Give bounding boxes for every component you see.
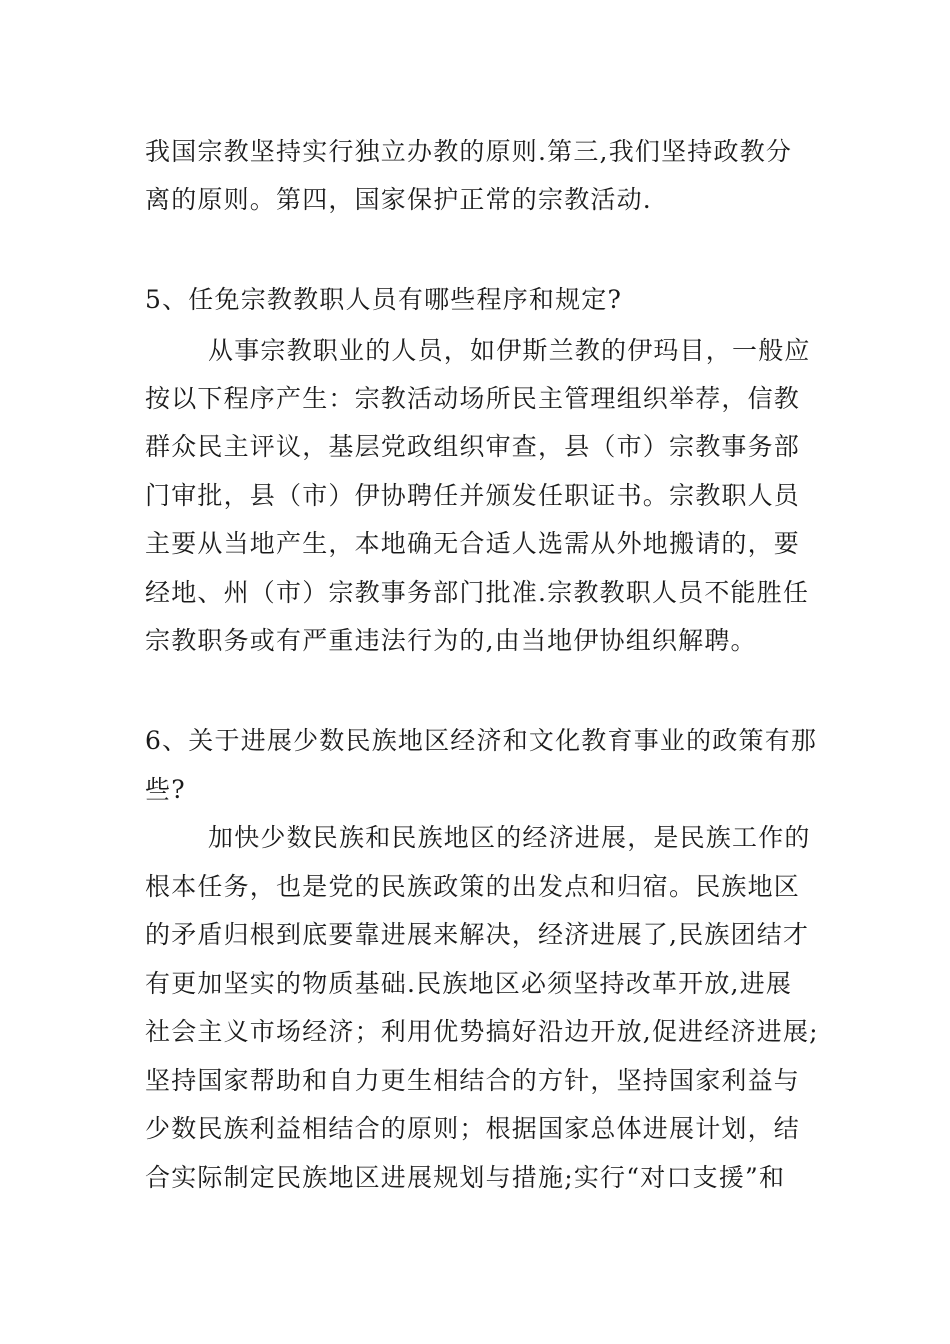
text-line: 少数民族利益相结合的原则；根据国家总体进展计划，结 — [145, 1114, 801, 1143]
text-line: 根本任务，也是党的民族政策的出发点和归宿。民族地区 — [145, 872, 801, 901]
text-line: 我国宗教坚持实行独立办教的原则.第三,我们坚持政教分 — [145, 137, 793, 166]
text-line: 的矛盾归根到底要靠进展来解决，经济进展了,民族团结才 — [145, 920, 810, 949]
paragraph-first-line: 从事宗教职业的人员，如伊斯兰教的伊玛目，一般应 — [208, 336, 811, 365]
text-line: 离的原则。第四，国家保护正常的宗教活动. — [145, 185, 652, 214]
text-line: 有更加坚实的物质基础.民族地区必须坚持改革开放,进展 — [145, 969, 793, 998]
text-line: 门审批，县（市）伊协聘任并颁发任职证书。宗教职人员 — [145, 481, 801, 510]
text-line: 坚持国家帮助和自力更生相结合的方针，坚持国家利益与 — [145, 1066, 801, 1095]
question-heading-continued: 些? — [145, 775, 186, 804]
text-line: 经地、州（市）宗教事务部门批准.宗教教职人员不能胜任 — [145, 578, 810, 607]
text-line: 群众民主评议，基层党政组织审查，县（市）宗教事务部 — [145, 432, 801, 461]
text-line: 宗教职务或有严重违法行为的,由当地伊协组织解聘。 — [145, 626, 757, 655]
text-line: 社会主义市场经济；利用优势搞好沿边开放,促进经济进展; — [145, 1017, 819, 1046]
text-line: 合实际制定民族地区进展规划与措施;实行“对口支援”和 — [145, 1163, 786, 1192]
question-heading: 6、关于进展少数民族地区经济和文化教育事业的政策有那 — [145, 726, 818, 755]
question-heading: 5、任免宗教教职人员有哪些程序和规定? — [145, 285, 623, 314]
paragraph-first-line: 加快少数民族和民族地区的经济进展，是民族工作的 — [208, 823, 811, 852]
text-line: 按以下程序产生：宗教活动场所民主管理组织举荐，信教 — [145, 384, 801, 413]
text-line: 主要从当地产生，本地确无合适人选需从外地搬请的，要 — [145, 529, 801, 558]
